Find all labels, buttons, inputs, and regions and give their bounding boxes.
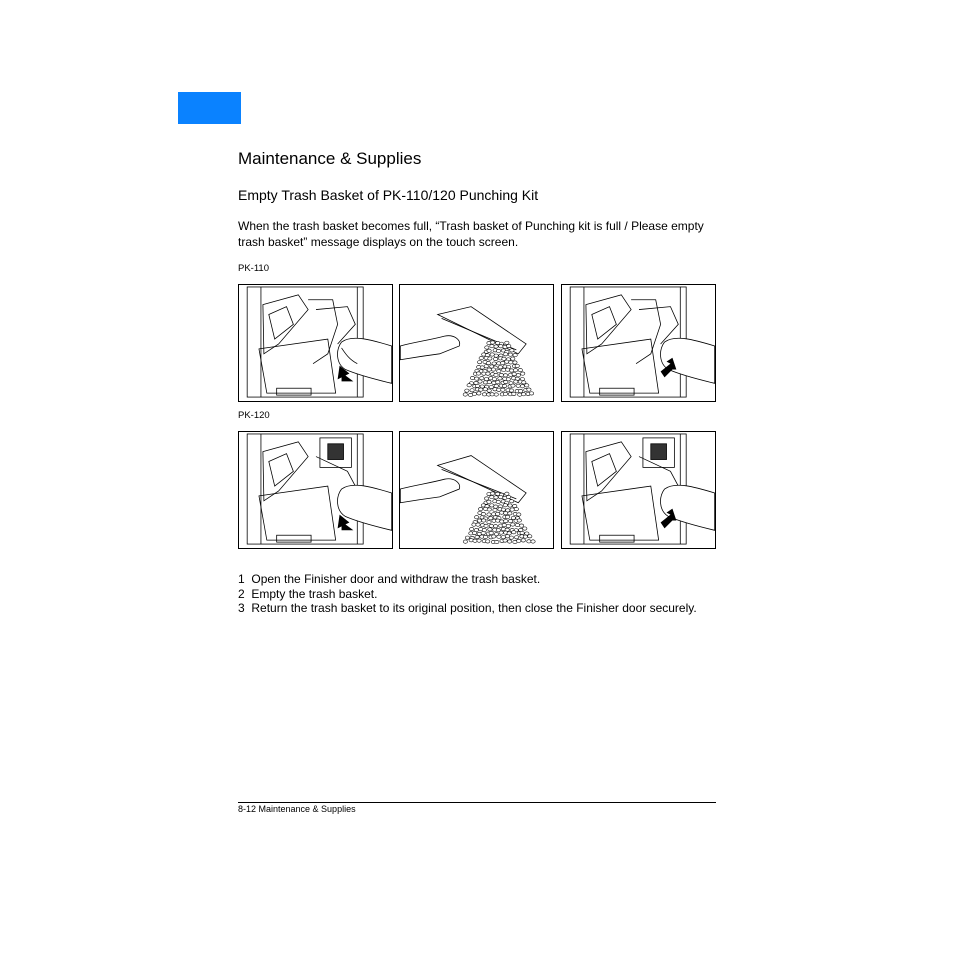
intro-paragraph: When the trash basket becomes full, “Trash basket of Punching kit is full / Please empty trash basket” message displays on the touch screen.: [238, 219, 704, 249]
empty-basket-illustration: [400, 432, 553, 548]
section-title: Maintenance & Supplies: [238, 149, 422, 168]
chapter-tab-marker: [178, 92, 241, 124]
step-2: 2 Empty the trash basket.: [238, 586, 378, 601]
pk110-caption: PK-110: [238, 263, 269, 274]
empty-basket-illustration: [400, 285, 553, 401]
pk120-step3-illustration: [561, 431, 716, 549]
pk120-caption: PK-120: [238, 410, 270, 421]
procedure-steps: [238, 572, 697, 616]
finisher-open-illustration: [239, 432, 392, 548]
pk110-step3-illustration: [561, 284, 716, 402]
finisher-close-illustration: [562, 285, 715, 401]
pk120-step2-illustration: [399, 431, 554, 549]
pk110-step2-illustration: [399, 284, 554, 402]
page-heading: Empty Trash Basket of PK-110/120 Punching Kit: [238, 187, 539, 203]
step-3: 3 Return the trash basket to its original position, then close the Finisher door securely.: [238, 601, 697, 615]
finisher-close-illustration: [562, 432, 715, 548]
page-footer: 8-12 Maintenance & Supplies: [238, 804, 356, 814]
pk110-step1-illustration: [238, 284, 393, 402]
footer-rule: [238, 802, 716, 803]
finisher-open-illustration: [239, 285, 392, 401]
step-1: 1 Open the Finisher door and withdraw the trash basket.: [238, 572, 541, 586]
pk120-step1-illustration: [238, 431, 393, 549]
